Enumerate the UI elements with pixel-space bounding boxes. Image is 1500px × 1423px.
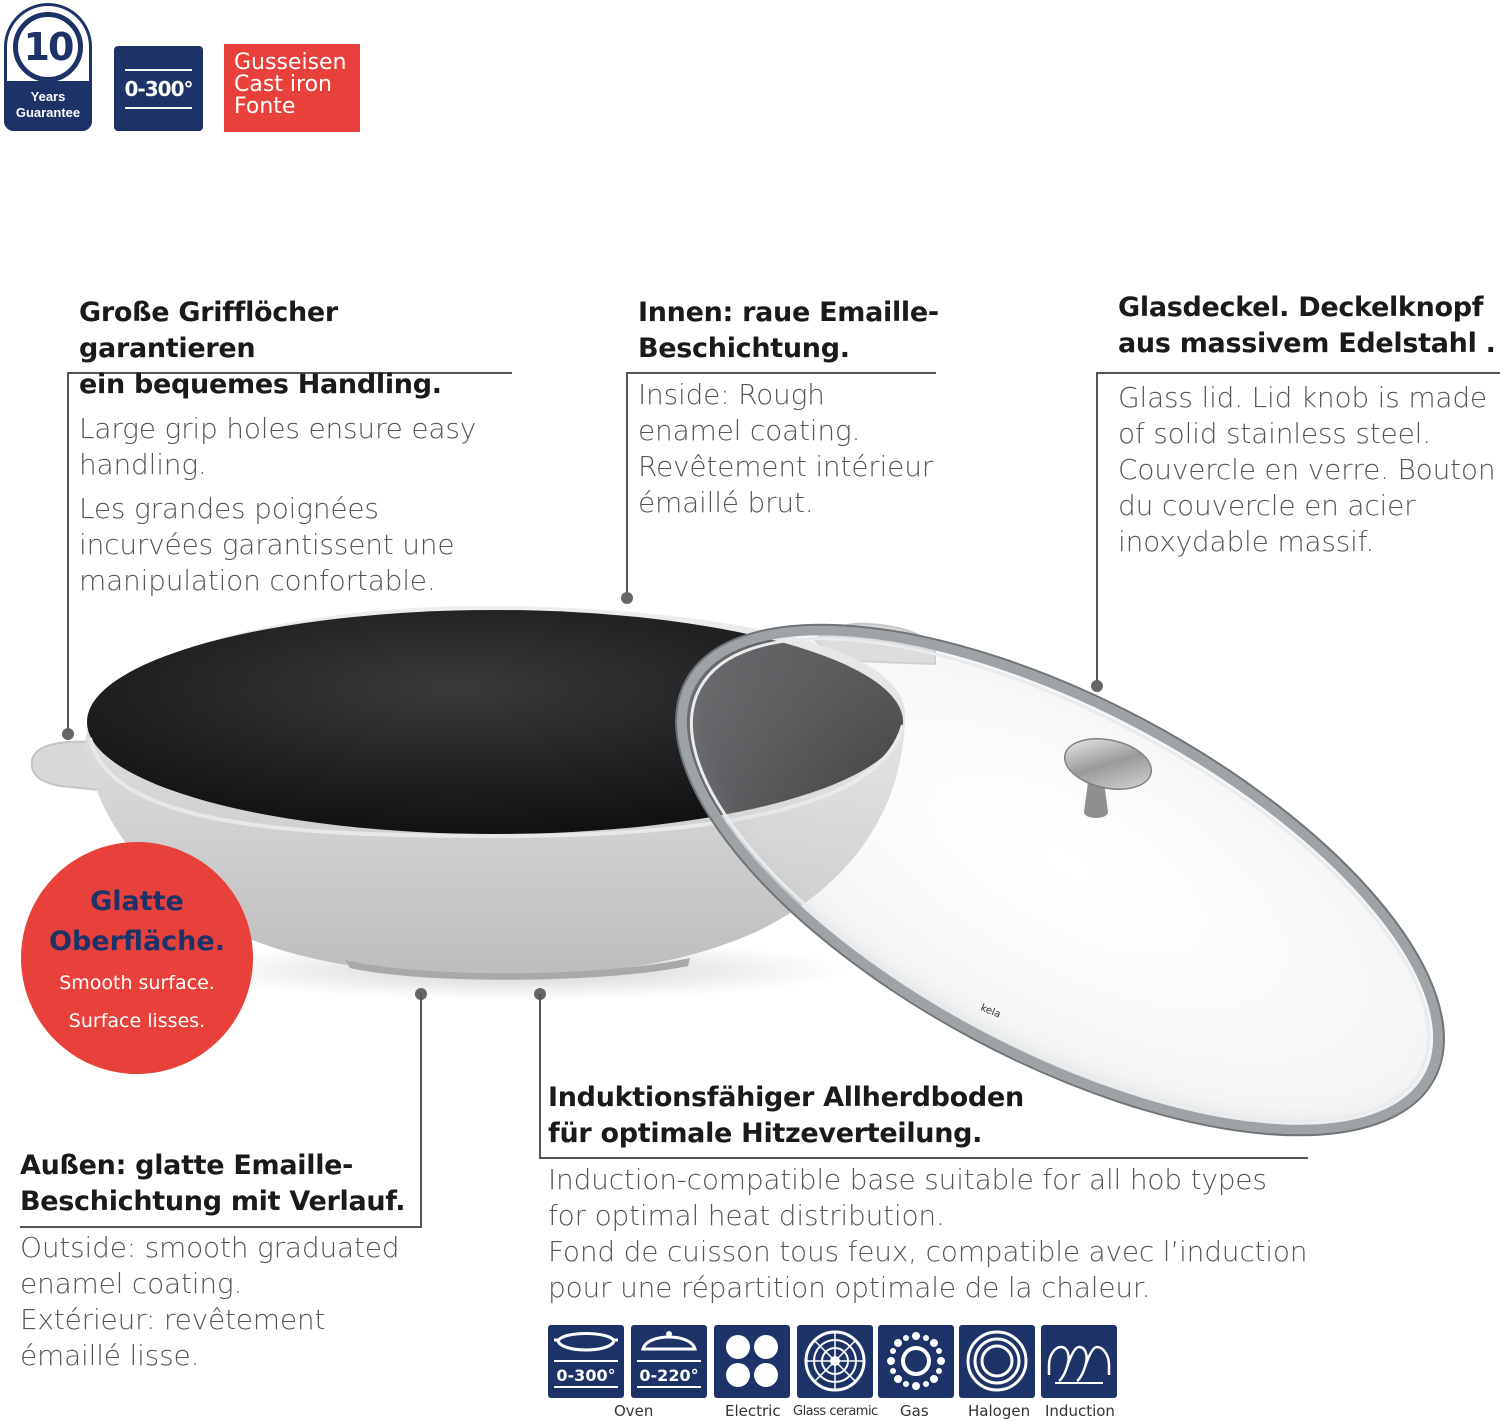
surface-text-fr: Surface lisses. (68, 1010, 206, 1032)
gas-hob-icon (878, 1325, 954, 1398)
grip-dot (62, 728, 74, 740)
material-de: Gusseisen (234, 50, 347, 75)
hob-label-oven: Oven (614, 1402, 654, 1420)
oven-lid-icon (631, 1325, 707, 1398)
surface-heading: Glatte Oberfläche. (49, 886, 225, 957)
induction-hob-icon (1041, 1325, 1117, 1398)
lid-leader (1096, 372, 1098, 684)
base-leader (539, 994, 541, 1158)
lid-brand: kela (978, 1002, 1003, 1021)
outside-heading: Außen: glatte Emaille- Beschichtung mit Verlauf. (20, 1150, 406, 1217)
grip-leader (67, 372, 69, 732)
callout-outside (20, 1148, 420, 1374)
inside-text-fr: Revêtement intérieur émaillé brut. (638, 450, 934, 519)
material-fr: Fonte (234, 94, 296, 119)
inside-heading: Innen: raue Emaille- Beschichtung. (638, 297, 939, 364)
base-heading: Induktionsfähiger Allherdboden für optimale Hitzeverteilung. (548, 1082, 1024, 1149)
outside-text-en: Outside: smooth graduated enamel coating. (20, 1231, 400, 1300)
hob-label-induction: Induction (1045, 1402, 1115, 1420)
guarantee-line1: Years (30, 89, 66, 104)
base-text-fr: Fond de cuisson tous feux, compatible avec l’induction pour une répartition optimale de la chaleur. (548, 1235, 1308, 1304)
callout-grip (79, 295, 519, 599)
hob-label-glass-ceramic: Glass ceramic (793, 1404, 878, 1419)
halogen-hob-icon (959, 1325, 1035, 1398)
guarantee-number: 10 (23, 25, 73, 69)
hob-label-gas: Gas (900, 1402, 929, 1420)
surface-text-en: Smooth surface. (59, 972, 215, 994)
lid-heading: Glasdeckel. Deckelknopf aus massivem Edelstahl . (1118, 292, 1496, 359)
inside-leader (626, 372, 628, 597)
glass-ceramic-hob-icon (797, 1325, 873, 1398)
lid-text-en: Glass lid. Lid knob is made of solid stainless steel. (1118, 381, 1487, 450)
callout-base (548, 1080, 1338, 1306)
outside-text-fr: Extérieur: revêtement émaillé lisse. (20, 1303, 326, 1372)
lid-dot (1091, 680, 1103, 692)
oven-lid-temp: 0-220° (639, 1366, 699, 1385)
inside-dot (621, 592, 633, 604)
material-en: Cast iron (234, 72, 333, 97)
grip-text-fr: Les grandes poignées incurvées garantissent une manipulation confortable. (79, 492, 455, 597)
callout-inside (638, 295, 948, 521)
callout-lid (1118, 290, 1500, 560)
hob-label-electric: Electric (725, 1402, 781, 1420)
oven-wok-temp: 0-300° (556, 1366, 616, 1385)
lid-text-fr: Couvercle en verre. Bouton du couvercle en acier inoxydable massif. (1118, 453, 1496, 558)
inside-text-en: Inside: Rough enamel coating. (638, 378, 861, 447)
smooth-surface-badge (21, 842, 253, 1074)
electric-hob-icon (714, 1325, 790, 1398)
oven-wok-icon (548, 1325, 624, 1398)
guarantee-line2: Guarantee (15, 105, 81, 120)
grip-text-en: Large grip holes ensure easy handling. (79, 412, 477, 481)
temperature-label: 0-300° (125, 69, 193, 109)
outside-leader (420, 994, 422, 1228)
base-text-en: Induction-compatible base suitable for all hob types for optimal heat distribution. (548, 1163, 1267, 1232)
grip-heading: Große Grifflöcher garantieren ein bequemes Handling. (79, 297, 442, 400)
hob-label-halogen: Halogen (968, 1402, 1031, 1420)
